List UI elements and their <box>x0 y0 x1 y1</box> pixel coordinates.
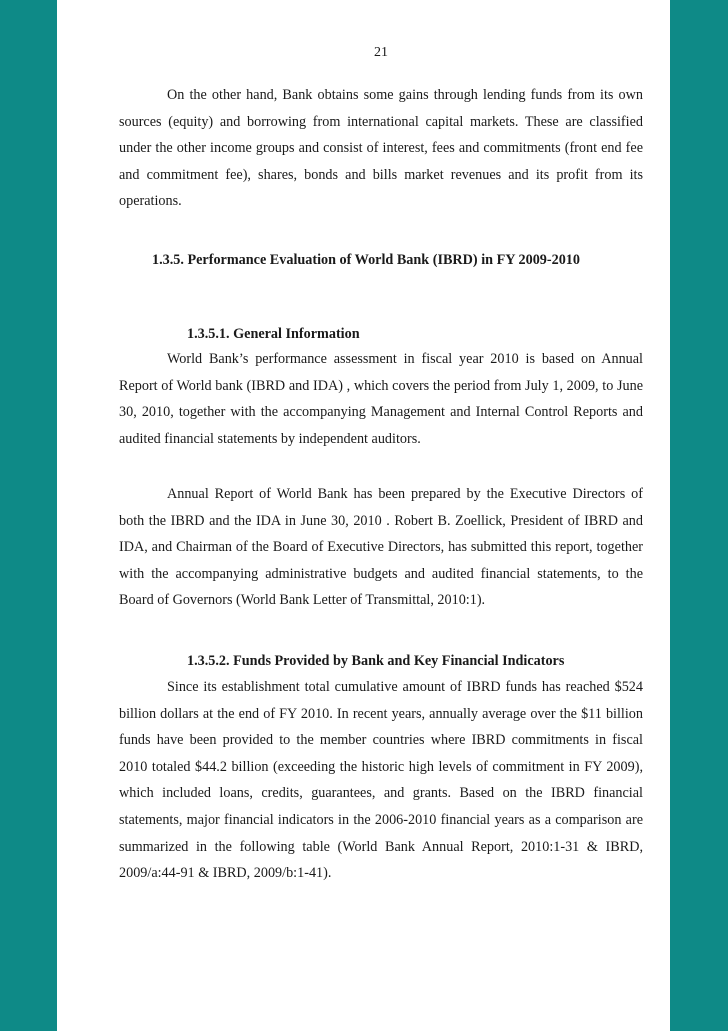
subsection-heading-general-information: 1.3.5.1. General Information <box>187 326 360 342</box>
paragraph-general-information-2: Annual Report of World Bank has been prepared by the Executive Directors of both the IBRD and the IDA in June 30, 2010 . Robert B. Zoellick, President of IBRD and IDA, and Chairman of the Board of Executive Directors, has submitted this report, together with the accompanying administrative budgets and audited financial statements, to the Board of Governors (World Bank Letter of Transmittal, 2010:1). <box>119 486 643 609</box>
paragraph-intro: On the other hand, Bank obtains some gains through lending funds from its own sources (equity) and borrowing from international capital markets. These are classified under the other income groups and consist of interest, fees and commitments (front end fee and commitment fee), shares, bonds and bills market revenues and its profit from its operations. <box>119 87 643 210</box>
paragraph-general-information-1: World Bank’s performance assessment in fiscal year 2010 is based on Annual Report of World bank (IBRD and IDA) , which covers the period from July 1, 2009, to June 30, 2010, together with the accompanying Management and Internal Control Reports and audited financial statements by independent auditors. <box>119 351 643 447</box>
section-heading: 1.3.5. Performance Evaluation of World Bank (IBRD) in FY 2009-2010 <box>152 252 580 268</box>
page-number: 21 <box>374 45 388 60</box>
left-margin-bar <box>0 0 57 1031</box>
paragraph-funds-provided: Since its establishment total cumulative amount of IBRD funds has reached $524 billion dollars at the end of FY 2010. In recent years, annually average over the $11 billion funds have been provided to the member countries where IBRD commitments in fiscal 2010 totaled $44.2 billion (exceeding the historic high levels of commitment in FY 2009), which included loans, credits, guarantees, and grants. Based on the IBRD financial statements, major financial indicators in the 2006-2010 financial years as a comparison are summarized in the following table (World Bank Annual Report, 2010:1-31 & IBRD, 2009/a:44-91 & IBRD, 2009/b:1-41). <box>119 679 643 882</box>
subsection-heading-funds-provided: 1.3.5.2. Funds Provided by Bank and Key Financial Indicators <box>187 653 565 669</box>
right-margin-bar <box>670 0 728 1031</box>
